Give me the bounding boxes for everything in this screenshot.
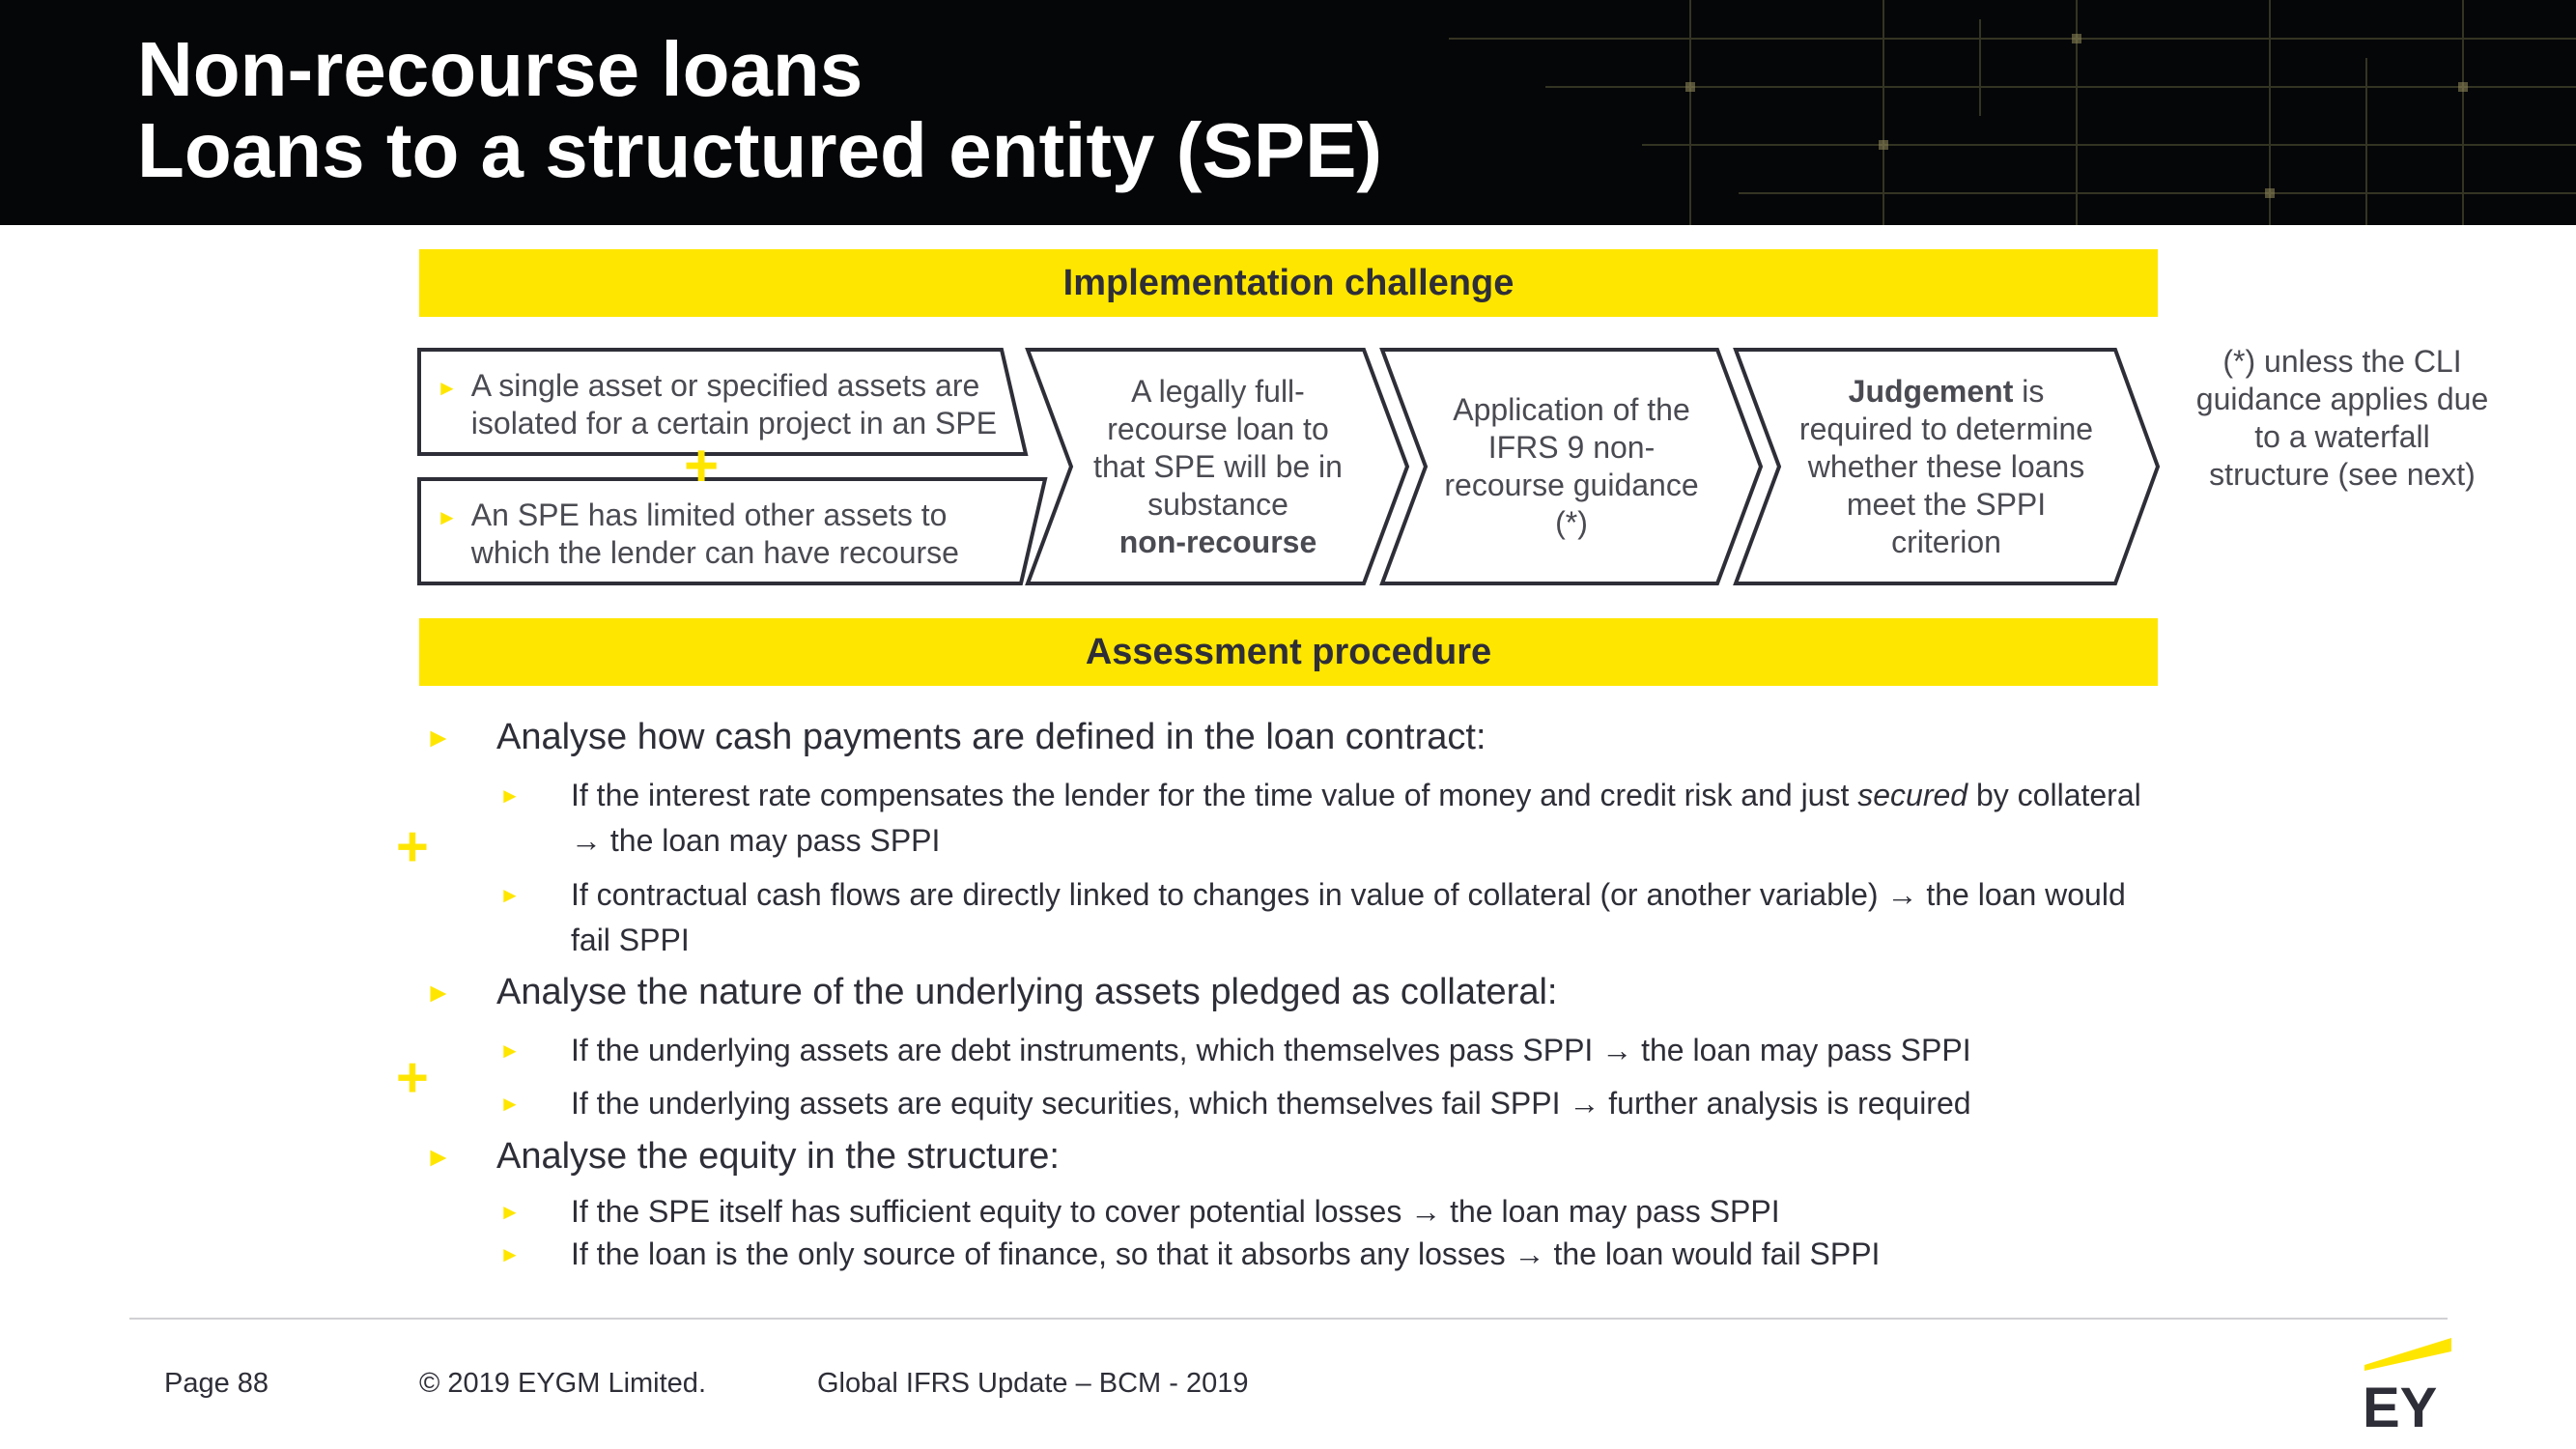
bullet-triangle-icon: ► [499, 783, 521, 808]
bullet-triangle-icon: ► [499, 1200, 521, 1224]
assessment-sub-2-2: ► If the underlying assets are equity securities, which themselves fail SPPI → further analysis is required [499, 1081, 2161, 1126]
box1-text: ► A single asset or specified assets are isolated for a certain project in an SPE [437, 368, 998, 440]
footnote-note: (*) unless the CLI guidance applies due to a waterfall structure (see next) [2195, 344, 2489, 492]
footer-divider [129, 1318, 2448, 1320]
ey-logo-icon [2363, 1338, 2459, 1435]
assessment-item-1: ► Analyse how cash payments are defined in the loan contract: [425, 717, 1486, 757]
title-line-2: Loans to a structured entity (SPE) [137, 107, 1383, 193]
assessment-sub-1-2: ► If contractual cash flows are directly linked to changes in value of collateral (or another variable) → the loan would fail SPPI [499, 872, 2161, 963]
assessment-heading: Assessment procedure [419, 618, 2158, 686]
bullet-triangle-icon: ► [499, 1242, 521, 1266]
svg-text:EY: EY [2363, 1377, 2438, 1435]
bullet-triangle-icon: ► [437, 376, 458, 400]
assessment-sub-1-1: ► If the interest rate compensates the lender for the time value of money and credit risk and just secured by collateral → the loan may pass SPPI [499, 773, 2161, 864]
assessment-sub-3-1: ► If the SPE itself has sufficient equity to cover potential losses → the loan may pass SPPI [499, 1189, 2161, 1235]
page-number: Page 88 [164, 1368, 269, 1399]
assessment-sub-3-2: ► If the loan is the only source of finance, so that it absorbs any losses → the loan would fail SPPI [499, 1232, 2161, 1277]
implementation-heading: Implementation challenge [419, 249, 2158, 317]
step1-text: A legally full-recourse loan to that SPE will be in substance non-recourse [1093, 373, 1343, 559]
bullet-triangle-icon: ► [425, 978, 452, 1008]
plus-icon: + [684, 433, 720, 499]
bullet-triangle-icon: ► [499, 883, 521, 907]
plus-icon: + [396, 815, 429, 878]
assessment-sub-2-1: ► If the underlying assets are debt instruments, which themselves pass SPPI → the loan may pass SPPI [499, 1028, 2161, 1073]
ey-logo [2363, 1338, 2459, 1439]
bullet-triangle-icon: ► [425, 723, 452, 753]
box2-text: ► An SPE has limited other assets to which the lender can have recourse [437, 497, 959, 570]
title-line-1: Non-recourse loans [137, 26, 863, 112]
step2-text: Application of the IFRS 9 non-recourse guidance (*) [1444, 392, 1699, 540]
assessment-item-2: ► Analyse the nature of the underlying assets pledged as collateral: [425, 972, 1558, 1012]
assessment-item-3: ► Analyse the equity in the structure: [425, 1136, 1060, 1177]
step3-text: Judgement is required to determine whether these loans meet the SPPI criterion [1798, 373, 2094, 559]
bullet-triangle-icon: ► [425, 1142, 452, 1172]
bullet-triangle-icon: ► [499, 1038, 521, 1063]
plus-icon: + [396, 1046, 429, 1109]
copyright: © 2019 EYGM Limited. [419, 1368, 706, 1399]
event-name: Global IFRS Update – BCM - 2019 [817, 1368, 1249, 1399]
bullet-triangle-icon: ► [499, 1092, 521, 1116]
bullet-triangle-icon: ► [437, 505, 458, 529]
